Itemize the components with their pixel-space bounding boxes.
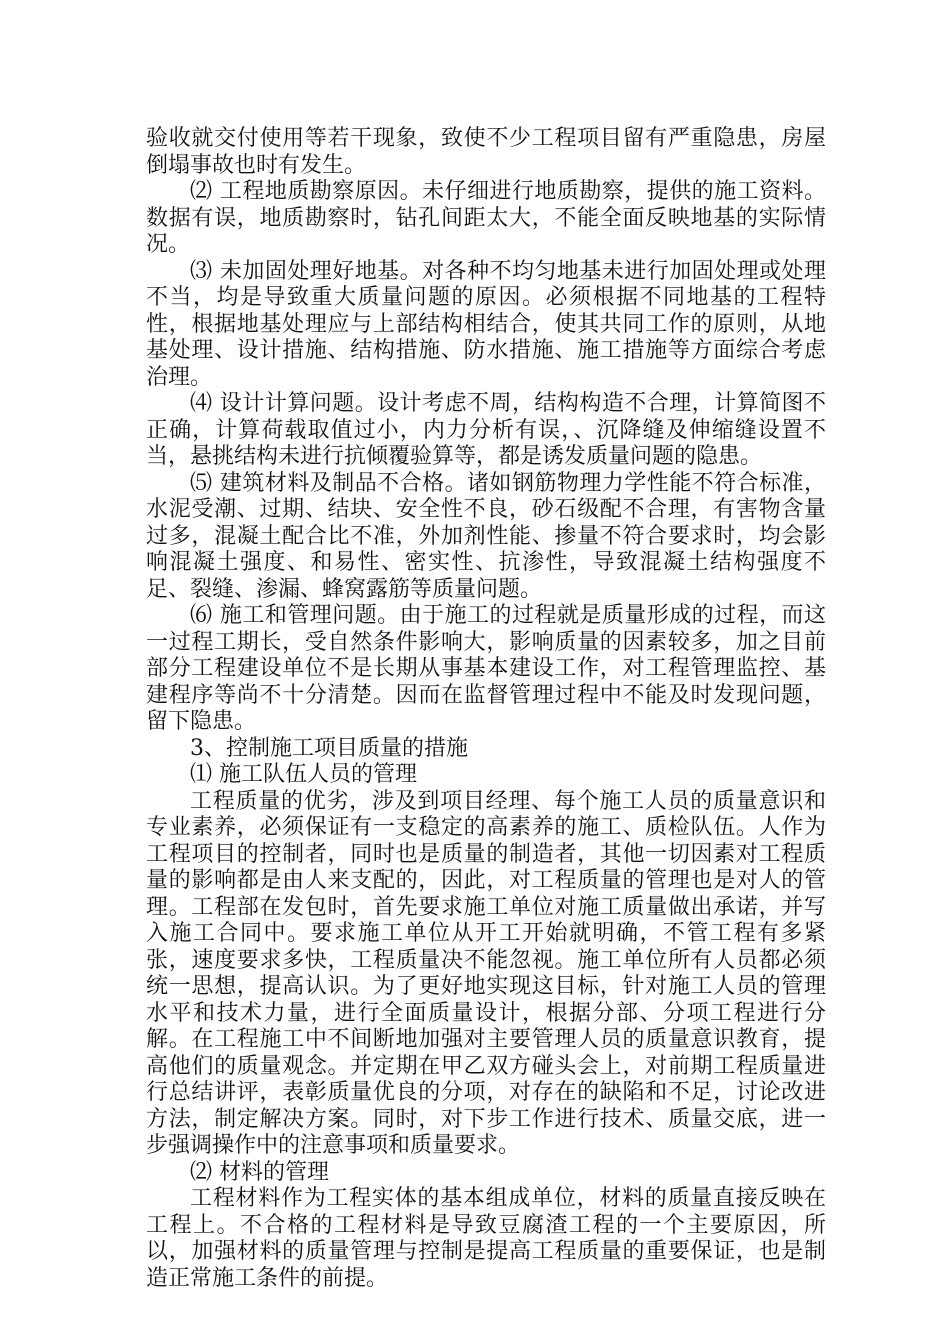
subheading-2: ⑵ 材料的管理 [190,1159,329,1185]
document-body [146,126,826,1292]
paragraph-1: 验收就交付使用等若干现象，致使不少工程项目留有严重隐患，房屋倒塌事故也时有发生。 [146,126,826,178]
paragraph-5: ⑸ 建筑材料及制品不合格。诸如钢筋物理力学性能不符合标准，水泥受潮、过期、结块、安全性不良，砂石级配不合理，有害物含量过多，混凝土配合比不准，外加剂性能、掺量不符合要求时，均会影响混凝土强度、和易性、密实性、抗渗性，导致混凝土结构强度不足、裂缝、渗漏、蜂窝露筋等质量问题。 [146,470,826,602]
paragraph-3: ⑶ 未加固处理好地基。对各种不均匀地基未进行加固处理或处理不当，均是导致重大质量问题的原因。必须根据不同地基的工程特性，根据地基处理应与上部结构相结合，使其共同工作的原则，从地基处理、设计措施、结构措施、防水措施、施工措施等方面综合考虑治理。 [146,258,826,390]
paragraph-2: ⑵ 工程地质勘察原因。未仔细进行地质勘察，提供的施工资料。数据有误，地质勘察时，钻孔间距太大，不能全面反映地基的实际情况。 [146,179,826,257]
paragraph-8: 工程材料作为工程实体的基本组成单位，材料的质量直接反映在工程上。不合格的工程材料是导致豆腐渣工程的一个主要原因，所以，加强材料的质量管理与控制是提高工程质量的重要保证，也是制造正常施工条件的前提。 [146,1186,826,1291]
paragraph-6: ⑹ 施工和管理问题。由于施工的过程就是质量形成的过程，而这一过程工期长，受自然条件影响大，影响质量的因素较多，加之目前部分工程建设单位不是长期从事基本建设工作，对工程管理监控、基建程序等尚不十分清楚。因而在监督管理过程中不能及时发现问题，留下隐患。 [146,603,826,734]
section-heading-3: 3、控制施工项目质量的措施 [190,735,468,761]
paragraph-4: ⑷ 设计计算问题。设计考虑不周，结构构造不合理，计算简图不正确，计算荷载取值过小，内力分析有误，、沉降缝及伸缩缝设置不当，悬挑结构未进行抗倾覆验算等，都是诱发质量问题的隐患。 [146,391,826,469]
subheading-1: ⑴ 施工队伍人员的管理 [190,762,417,787]
paragraph-7: 工程质量的优劣，涉及到项目经理、每个施工人员的质量意识和专业素养，必须保证有一支稳定的高素养的施工、质检队伍。人作为工程项目的控制者，同时也是质量的制造者，其他一切因素对工程质量的影响都是由人来支配的，因此，对工程质量的管理也是对人的管理。工程部在发包时，首先要求施工单位对施工质量做出承诺，并写入施工合同中。要求施工单位从开工开始就明确，不管工程有多紧张，速度要求多快，工程质量决不能忽视。施工单位所有人员都必须统一思想，提高认识。为了更好地实现这目标，针对施工人员的管理水平和技术力量，进行全面质量设计，根据分部、分项工程进行分解。在工程施工中不间断地加强对主要管理人员的质量意识教育，提高他们的质量观念。并定期在甲乙双方碰头会上，对前期工程质量进行总结讲评，表彰质量优良的分项，对存在的缺陷和不足，讨论改进方法，制定解决方案。同时，对下步工作进行技术、质量交底，进一步强调操作中的注意事项和质量要求。 [146,788,826,1158]
